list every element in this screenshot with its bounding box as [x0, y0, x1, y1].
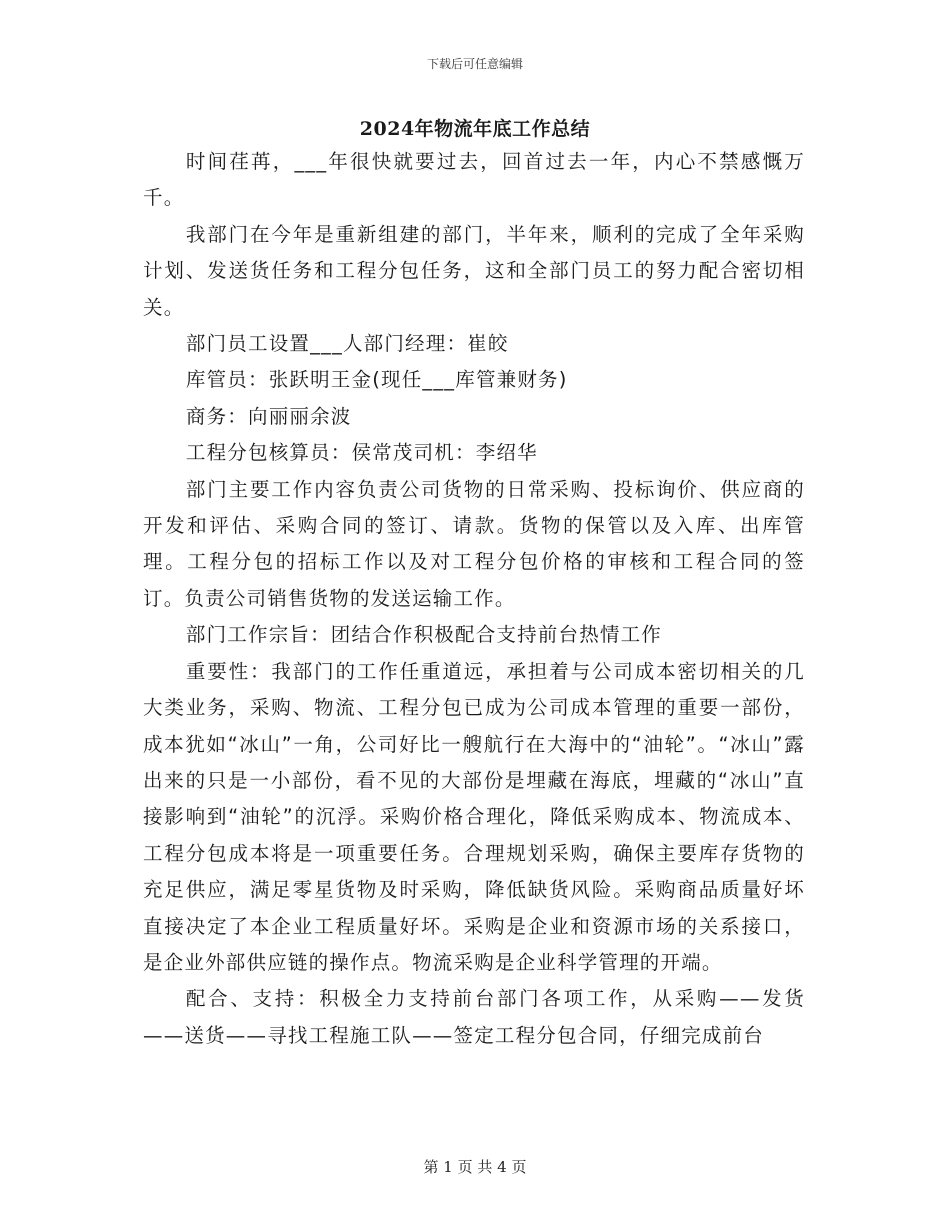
paragraph-staff-setup: 部门员工设置___人部门经理：崔皎 [185, 332, 509, 356]
paragraph-importance: 重要性：我部门的工作任重道远，承担着与公司成本密切相关的几大类业务，采购、物流、工程分包已成为公司成本管理的重要一部份，成本犹如“冰山”一角，公司好比一艘航行在大海中的“油轮”。“冰山”露出来的只是一小部份，看不见的大部份是埋藏在海底，埋藏的“冰山”直接影响到“油轮”的沉浮。采购价格合理化，降低采购成本、物流成本、工程分包成本将是一项重要任务。合理规划采购，确保主要库存货物的充足供应，满足零星货物及时采购，降低缺货风险。采购商品质量好坏直接决定了本企业工程质量好坏。采购是企业和资源市场的关系接口，是企业外部供应链的操作点。物流采购是企业科学管理的开端。 [143, 659, 805, 974]
paragraph-business: 商务：向丽丽余波 [185, 404, 352, 428]
paragraph-accountant-driver: 工程分包核算员：侯常茂司机：李绍华 [185, 441, 538, 465]
paragraph-intro: 时间荏苒，___年很快就要过去，回首过去一年，内心不禁感慨万千。 [143, 150, 805, 210]
paragraph-warehouse-keepers: 库管员：张跃明王金(现任___库管兼财务) [185, 368, 568, 392]
paragraph-department: 我部门在今年是重新组建的部门，半年来，顺利的完成了全年采购计划、发送货任务和工程分包任务，这和全部门员工的努力配合密切相关。 [143, 222, 805, 319]
header-note: 下载后可任意编辑 [426, 57, 523, 71]
paragraph-support: 配合、支持：积极全力支持前台部门各项工作，从采购——发货——送货——寻找工程施工队——签定工程分包合同，仔细完成前台 [143, 987, 805, 1047]
document-body [143, 144, 805, 1054]
paragraph-main-work: 部门主要工作内容负责公司货物的日常采购、投标询价、供应商的开发和评估、采购合同的签订、请款。货物的保管以及入库、出库管理。工程分包的招标工作以及对工程分包价格的审核和工程合同的签订。负责公司销售货物的发送运输工作。 [143, 477, 805, 610]
paragraph-purpose: 部门工作宗旨：团结合作积极配合支持前台热情工作 [185, 623, 662, 647]
page-number: 第 1 页 共 4 页 [423, 1158, 527, 1176]
document-title: 2024年物流年底工作总结 [359, 118, 591, 140]
